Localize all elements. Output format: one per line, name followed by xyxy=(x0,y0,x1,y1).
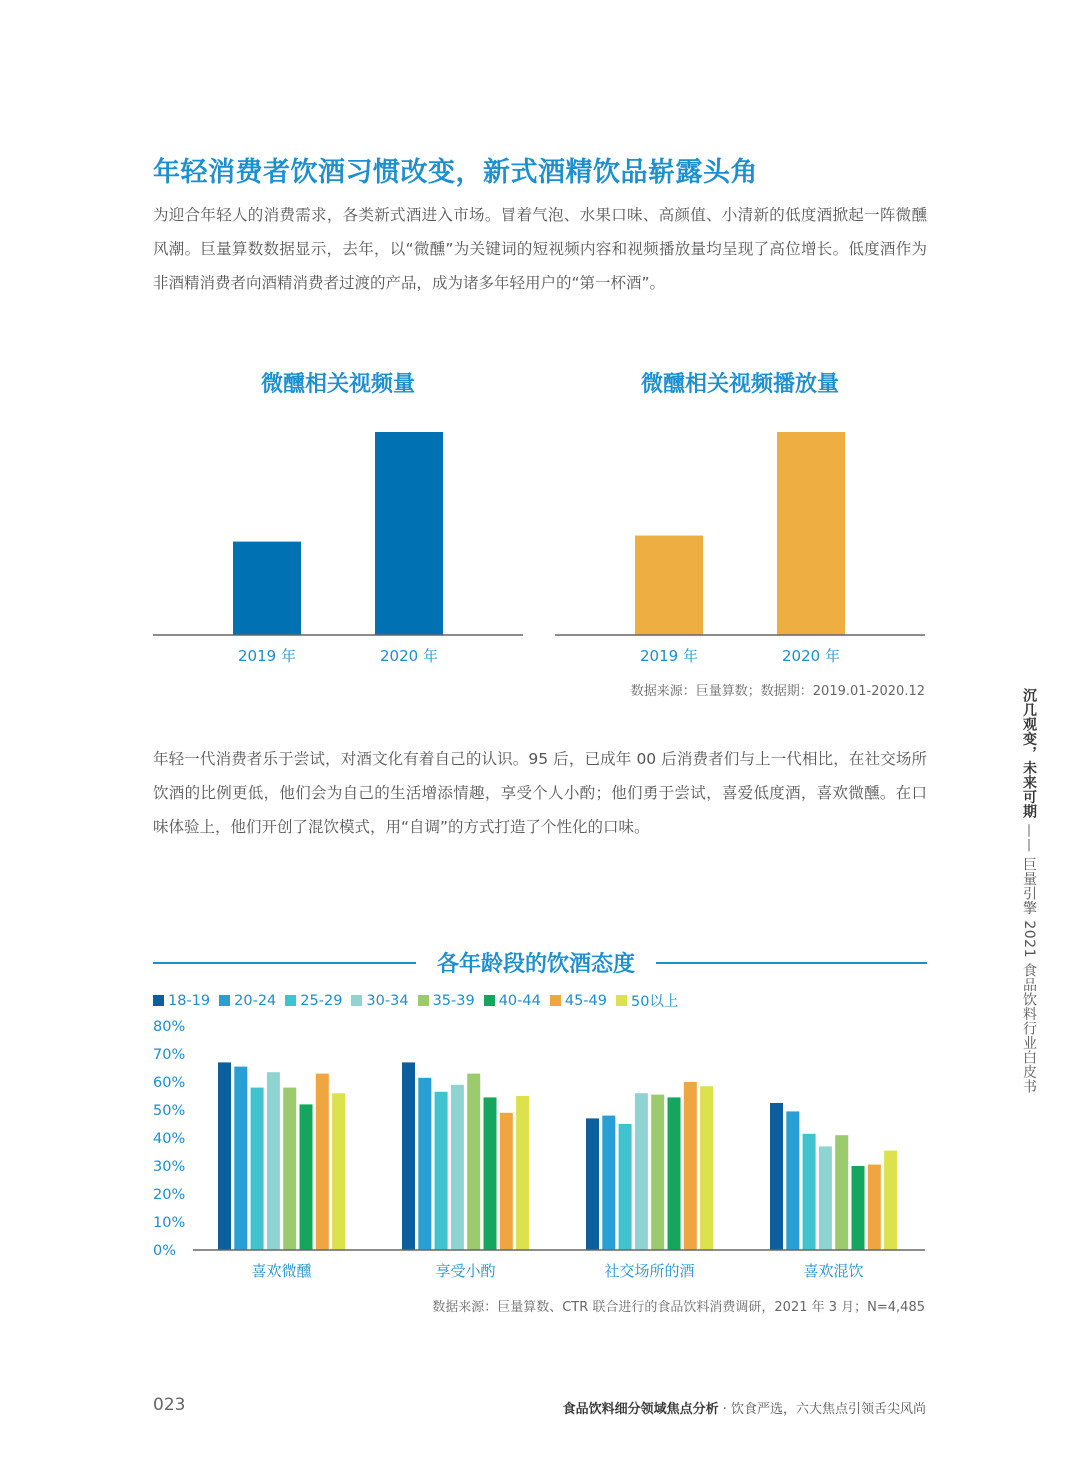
y-tick-label: 0% xyxy=(153,1243,177,1259)
bar-45-49-0 xyxy=(316,1074,329,1250)
legend-label: 45-49 xyxy=(564,992,607,1009)
legend-swatch xyxy=(351,995,362,1006)
bar-50以上-2 xyxy=(700,1086,713,1250)
footer-section-title: 食品饮料细分领域焦点分析 xyxy=(562,1402,719,1417)
bar-20-24-0 xyxy=(234,1067,247,1250)
legend-item xyxy=(550,990,607,1011)
y-tick-label: 30% xyxy=(153,1159,186,1175)
video-play-count-chart xyxy=(555,420,925,675)
bar-30-34-2 xyxy=(635,1093,648,1250)
title-rule-right xyxy=(656,962,927,964)
y-tick-label: 40% xyxy=(153,1131,186,1147)
bar-20-24-2 xyxy=(602,1116,615,1250)
bar-25-29-1 xyxy=(435,1092,448,1250)
legend-label: 25-29 xyxy=(300,992,343,1009)
bar-50以上-1 xyxy=(516,1096,529,1250)
legend-label: 40-44 xyxy=(498,992,541,1009)
bar-20-24-3 xyxy=(786,1111,799,1250)
legend-item xyxy=(153,990,210,1011)
side-dash: —— xyxy=(1021,823,1037,853)
chart2-bar-1 xyxy=(777,432,845,635)
chart1-title: 微醺相关视频量 xyxy=(260,372,415,397)
y-tick-label: 70% xyxy=(153,1047,186,1063)
bar-45-49-2 xyxy=(684,1082,697,1250)
bar-20-24-1 xyxy=(418,1078,431,1250)
intro-paragraph: 为迎合年轻人的消费需求，各类新式酒进入市场。冒着气泡、水果口味、高颜值、小清新的低度酒掀起一阵微醺风潮。巨量算数数据显示，去年，以“微醺”为关键词的短视频内容和视频播放量均呈现了高位增长。低度酒作为非酒精消费者向酒精消费者过渡的产品，成为诸多年轻用户的“第一杯酒”。 xyxy=(153,206,927,292)
bar-45-49-1 xyxy=(500,1113,513,1250)
legend-swatch xyxy=(484,995,495,1006)
bar-35-39-1 xyxy=(467,1074,480,1250)
legend-swatch xyxy=(285,995,296,1006)
age-drinking-attitude-chart xyxy=(148,1019,938,1290)
side-running-title xyxy=(1005,688,1039,1108)
bar-45-49-3 xyxy=(868,1165,881,1250)
source-note-1: 数据来源：巨量算数；数据期：2019.01-2020.12 xyxy=(630,684,925,699)
x-category-label: 社交场所的酒 xyxy=(604,1262,695,1280)
chart2-bar-0 xyxy=(635,536,703,635)
legend-label: 30-34 xyxy=(366,992,409,1009)
legend-swatch xyxy=(219,995,230,1006)
legend-item xyxy=(219,990,276,1011)
bar-18-19-3 xyxy=(770,1103,783,1250)
bar-35-39-2 xyxy=(651,1095,664,1250)
bar-40-44-2 xyxy=(668,1097,681,1250)
bar-35-39-0 xyxy=(283,1088,296,1250)
title-rule-left xyxy=(153,962,416,964)
chart2-xtick-0: 2019 年 xyxy=(640,647,698,665)
legend-swatch xyxy=(616,995,627,1006)
bar-40-44-1 xyxy=(484,1097,497,1250)
legend-label: 35-39 xyxy=(432,992,475,1009)
legend-swatch xyxy=(153,995,164,1006)
legend-item xyxy=(418,990,475,1011)
footer-section xyxy=(563,1398,926,1417)
chart1-bar-0 xyxy=(233,542,301,635)
bar-50以上-3 xyxy=(884,1151,897,1250)
legend-label: 50以上 xyxy=(630,994,679,1010)
video-count-chart xyxy=(153,420,523,675)
y-tick-label: 50% xyxy=(153,1103,186,1119)
bar-30-34-3 xyxy=(819,1146,832,1250)
bar-18-19-1 xyxy=(402,1062,415,1250)
y-tick-label: 60% xyxy=(153,1075,186,1091)
footer-section-subtitle: · 饮食严选，六大焦点引领舌尖风尚 xyxy=(722,1402,926,1417)
legend-item xyxy=(616,990,678,1011)
bar-18-19-0 xyxy=(218,1062,231,1250)
page-number: 023 xyxy=(153,1395,186,1415)
chart1-xtick-0: 2019 年 xyxy=(238,647,296,665)
legend-swatch xyxy=(418,995,429,1006)
legend-item xyxy=(484,990,541,1011)
bar-50以上-0 xyxy=(332,1093,345,1250)
chart3-legend xyxy=(153,990,678,1011)
x-category-label: 享受小酌 xyxy=(435,1262,496,1280)
page-headline: 年轻消费者饮酒习惯改变，新式酒精饮品崭露头角 xyxy=(153,157,758,188)
bar-40-44-0 xyxy=(300,1104,313,1250)
bar-18-19-2 xyxy=(586,1118,599,1250)
legend-item xyxy=(351,990,408,1011)
bar-40-44-3 xyxy=(852,1166,865,1250)
bar-30-34-1 xyxy=(451,1085,464,1250)
chart1-bar-1 xyxy=(375,432,443,635)
bar-25-29-0 xyxy=(251,1088,264,1250)
legend-item xyxy=(285,990,342,1011)
x-category-label: 喜欢混饮 xyxy=(803,1262,864,1280)
chart3-title: 各年龄段的饮酒态度 xyxy=(436,952,635,977)
chart2-title: 微醺相关视频播放量 xyxy=(640,372,839,397)
side-tagline: 沉几观变，未来可期 xyxy=(1021,688,1037,819)
y-tick-label: 80% xyxy=(153,1019,186,1035)
legend-label: 20-24 xyxy=(234,992,277,1009)
x-category-label: 喜欢微醺 xyxy=(251,1262,312,1280)
source-note-2: 数据来源：巨量算数、CTR 联合进行的食品饮料消费调研，2021 年 3 月；N=4,485 xyxy=(432,1300,925,1315)
chart2-xtick-1: 2020 年 xyxy=(782,647,840,665)
bar-35-39-3 xyxy=(835,1135,848,1250)
bar-30-34-0 xyxy=(267,1072,280,1250)
chart1-xtick-1: 2020 年 xyxy=(380,647,438,665)
body-paragraph-2: 年轻一代消费者乐于尝试，对酒文化有着自己的认识。95 后，已成年 00 后消费者们与上一代相比，在社交场所饮酒的比例更低，他们会为自己的生活增添情趣，享受个人小酌；他们勇于尝试，喜爱低度酒，喜欢微醺。在口味体验上，他们开创了混饮模式，用“自调”的方式打造了个性化的口味。 xyxy=(153,750,927,836)
side-report-name: 巨量引擎 2021 食品饮料行业白皮书 xyxy=(1021,857,1037,1094)
legend-swatch xyxy=(550,995,561,1006)
y-tick-label: 20% xyxy=(153,1187,186,1203)
y-tick-label: 10% xyxy=(153,1215,186,1231)
legend-label: 18-19 xyxy=(168,992,211,1009)
bar-25-29-3 xyxy=(803,1134,816,1250)
bar-25-29-2 xyxy=(619,1124,632,1250)
